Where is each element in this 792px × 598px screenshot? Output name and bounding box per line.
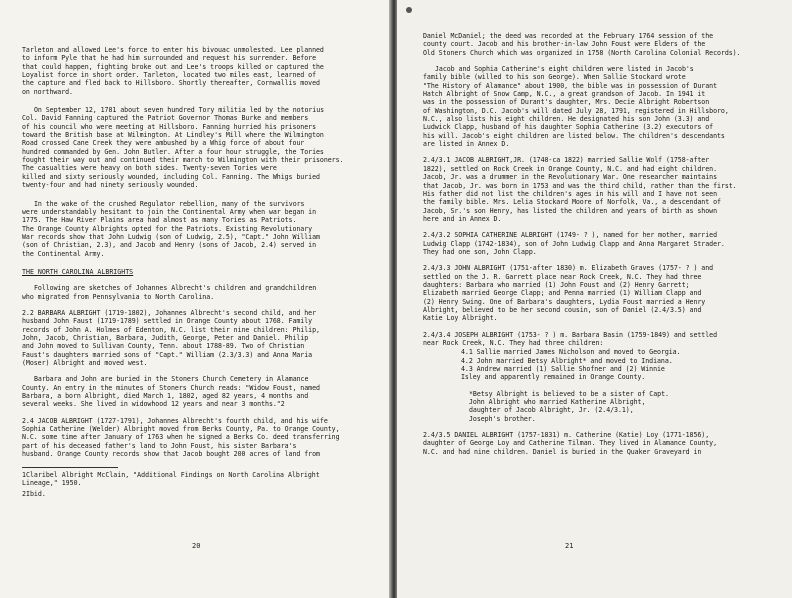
- footnote-1: 1Claribel Albright McClain, "Additional Findings on North Carolina Albright Lineage," 1950.: [22, 470, 320, 487]
- entry-john: 2.4/3.3 JOHN ALBRIGHT (1751-after 1830) m. Elizabeth Graves (1757- ? ) and settled on the J. R. Garrett place near Rock Creek, N.C. They had three daughters: Barbara who married (1) John Foust and (2) Henry Garrett; Elizabeth married George Clapp; and Penna married (1) William Clapp and (2) Henry Swing. One of Barbara's daughters, Lydia Foust married a Henry Albright, believed to be her second cousin, son of Daniel (2.4/3.5) and Katie Loy Albright.: [423, 264, 714, 323]
- left-page: [0, 0, 391, 598]
- list-item: 4.3 Andrew married (1) Sallie Shofner and (2) Winnie Isley and apparently remained in Orange County.: [461, 365, 665, 382]
- section-paragraph-1: Following are sketches of Johannes Albrecht's children and grandchildren who migrated from Pennsylvania to North Carolina.: [22, 284, 317, 301]
- entry-jacob-jr: 2.4/3.1 JACOB ALBRIGHT,JR. (1748-ca 1822) married Sallie Wolf (1758-after 1822), settled on Rock Creek in Orange County, N.C. and had eight children. Jacob, Jr. was a drummer in the Revolutionary War. One researcher maintains that Jacob, Jr. was born in 1753 and was the third child, rather than the first. His father did not list the children's ages in his will and I have not seen the family bible. Mrs. Lelia Stockard Moore of Norfolk, Va., a descendant of Jacob, Sr.'s son Henry, has listed the children and years of birth as shown here and in Annex D.: [423, 156, 737, 223]
- entry-sophia-catherine: 2.4/3.2 SOPHIA CATHERINE ALBRIGHT (1749- ? ), named for her mother, married Ludwig Clapp (1742-1834), son of John Ludwig Clapp and Anna Margaret Strader. They had one son, John Clapp.: [423, 231, 725, 256]
- footnote-divider: [22, 467, 118, 468]
- right-paragraph-1: Daniel McDaniel; the deed was recorded at the February 1764 session of the county court. Jacob and his brother-in-law John Foust were Elders of the Old Stoners Church which was organized in 1758 (North Carolina Colonial Records).: [423, 32, 741, 57]
- section-paragraph-barbara: 2.2 BARBARA ALBRIGHT (1719-1802), Johannes Albrecht's second child, and her husband John Faust (1719-1789) settled in Orange County about 1768. Family records of John A. Holmes of Edenton, N.C. list their nine children: Philip, John, Jacob, Christian, Barbara, Judith, George, Peter and Daniel. Philip and John moved to Sullivan County, Tenn. about 1788-89. Two of Christian Faust's daughters married sons of "Capt." William (2.3/3.3) and Anna Maria (Moser) Albright and moved west.: [22, 309, 320, 368]
- section-heading: THE NORTH CAROLINA ALBRIGHTS: [22, 267, 134, 276]
- left-paragraph-3: In the wake of the crushed Regulator rebellion, many of the survivors were understandably hesitant to join the Continental Army when war began in 1775. The Haw River Plains area had almost as many Tories as Patriots. The Orange County Albrights opted for the Patriots. Existing Revolutionary War records show that John Ludwig (son of Ludwig, 2.5), "Capt." John William (son of Christian, 2.3), and Jacob and Henry (sons of Jacob, 2.4) served in the Continental Army.: [22, 199, 320, 258]
- section-paragraph-burial: Barbara and John are buried in the Stoners Church Cemetery in Alamance County. An entry in the minutes of Stoners Church reads: "Widow Foust, named Barbara, a born Albright, died March 1, 1802, aged 82 years, 4 months and several weeks. She lived in widowhood 12 years and near 3 months."2: [22, 375, 320, 409]
- joseph-children-list: [423, 348, 774, 381]
- page-number-right: 21: [565, 542, 574, 550]
- left-paragraph-2: On September 12, 1781 about seven hundred Tory militia led by the notorius Col. David Fanning captured the Patriot Governor Thomas Burke and members of his council who were meeting at Hillsboro. Fanning hurried his prisoners toward the British base at Wilmington. At Lindley's Mill where the Wilmington Road crossed Cane Creek they were ambushed by a Whig force of about four hundred commanded by Gen. John Butler. After a four hour struggle, the Tories fought their way out and continued their march to Wilmington with their prisoners. The casualties were heavy on both sides. Twenty-seven Tories were killed and sixty seriously wounded, including Col. Fanning. The Whigs buried twenty-four and had ninety seriously wounded.: [22, 106, 344, 190]
- left-paragraph-1: Tarleton and allowed Lee's force to enter his bivouac unmolested. Lee planned to inform Pyle that he had him surrounded and request his surrender. Before that could happen, fighting broke out and Lee's troops killed or captured the Loyalist force in short order. Tarleton, located two miles east, learned of the capture and fled back to Hillsboro. Shortly thereafter, Cornwallis moved on northward.: [22, 46, 324, 96]
- footnote-2: 2Ibid.: [22, 490, 46, 499]
- entry-joseph: 2.4/3.4 JOSEPH ALBRIGHT (1753- ? ) m. Barbara Basin (1759-1849) and settled near Rock Creek, N.C. They had three children:: [423, 330, 717, 347]
- list-item: 4.2 John married Betsy Albright* and moved to Indiana.: [461, 356, 673, 365]
- binding-mark-icon: [403, 4, 415, 19]
- right-page: [397, 0, 792, 598]
- entry-daniel: 2.4/3.5 DANIEL ALBRIGHT (1757-1831) m. Catherine (Katie) Loy (1771-1856), daughter of George Loy and Catherine Tilman. They lived in Alamance County, N.C. and had nine children. Daniel is buried in the Quaker Graveyard in: [423, 431, 717, 456]
- betsy-note: *Betsy Albright is believed to be a sister of Capt. John Albright who married Katherine Albright, daughter of Jacob Albright, Jr. (2.4/3.1), Joseph's brother.: [469, 389, 669, 423]
- page-number-left: 20: [192, 542, 201, 550]
- section-paragraph-jacob: 2.4 JACOB ALBRIGHT (1727-1791), Johannes Albrecht's fourth child, and his wife Sophia Catherine (Welder) Albright moved from Berks County, Pa. to Orange County, N.C. some time after January of 1763 when he signed a Berks Co. deed transferring part of his deceased father's land to John Foust, his sister Barbara's husband. Orange County records show that Jacob bought 200 acres of land from: [22, 416, 340, 459]
- right-paragraph-bible: Jacob and Sophia Catherine's eight children were listed in Jacob's family bible (willed to his son George). When Sallie Stockard wrote "The History of Alamance" about 1900, the bible was in possession of Durant Hatch Albright of Snow Camp, N.C., a great grandson of Jacob. In 1941 it was in the possession of Durant's daughter, Mrs. Decie Albright Robertson of Washington, D.C. Jacob's will dated July 28, 1791, registered in Hillsboro, N.C., also lists his eight children. He designated his son John (3.3) and Ludwick Clapp, husband of his daughter Sophia Catherine (3.2) executors of his will. Jacob's eight children are listed below. The children's descendants are listed in Annex D.: [423, 65, 729, 149]
- list-item: 4.1 Sallie married James Nicholson and moved to Georgia.: [461, 348, 681, 357]
